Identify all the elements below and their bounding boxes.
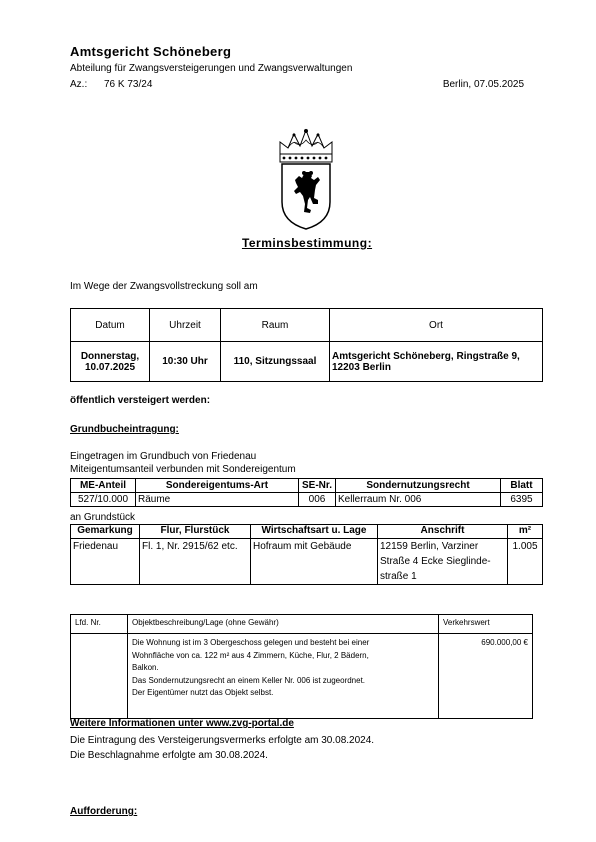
- me-anteil-value: 527/10.000: [71, 493, 136, 507]
- header-sondernutzungsrecht: Sondernutzungsrecht: [336, 479, 501, 493]
- flurstueck-table: [70, 524, 543, 585]
- header-anschrift: Anschrift: [378, 525, 508, 539]
- header-uhrzeit: Uhrzeit: [150, 309, 221, 342]
- miteigentum-table: [70, 478, 543, 507]
- header-wirtschaftsart: Wirtschaftsart u. Lage: [251, 525, 378, 539]
- document-title: Terminsbestimmung:: [241, 236, 373, 250]
- termin-ort-line1: Amtsgericht Schöneberg, Ringstraße 9,: [332, 350, 520, 362]
- anschrift-value: [378, 539, 508, 585]
- objekt-table: [70, 614, 533, 719]
- grundbuch-title: Grundbucheintragung:: [70, 424, 179, 435]
- lfd-nr-value: [71, 634, 128, 719]
- az-value: 76 K 73/24: [104, 79, 153, 90]
- header-flur: Flur, Flurstück: [140, 525, 251, 539]
- blatt-value: 6395: [501, 493, 543, 507]
- objektbeschreibung-value: [128, 634, 439, 719]
- beschreibung-line4: Das Sondernutzungsrecht an einem Keller Nr. 006 ist zugeordnet.: [132, 675, 366, 685]
- termin-ort: [330, 342, 543, 382]
- m2-value: 1.005: [508, 539, 543, 585]
- table-header-row: [71, 615, 533, 634]
- table-row: [71, 539, 543, 585]
- place-date: Berlin, 07.05.2025: [442, 79, 524, 90]
- termin-weekday: Donnerstag,: [80, 350, 140, 362]
- grundbuch-line1: Eingetragen im Grundbuch von Friedenau: [70, 451, 257, 462]
- intro-text: Im Wege der Zwangsvollstreckung soll am: [70, 281, 258, 292]
- header-me-anteil: ME-Anteil: [71, 479, 136, 493]
- grundstueck-label: an Grundstück: [70, 512, 136, 523]
- table-header-row: [71, 525, 543, 539]
- berlin-bear-crest-icon: [274, 128, 338, 232]
- court-name: Amtsgericht Schöneberg: [70, 44, 232, 59]
- header-lfd-nr: Lfd. Nr.: [71, 615, 128, 634]
- beschreibung-line2: Wohnfläche von ca. 122 m² aus 4 Zimmern, Küche, Flur, 2 Bädern,: [132, 650, 369, 660]
- table-header-row: [71, 309, 543, 342]
- header-datum: Datum: [71, 309, 150, 342]
- header-verkehrswert: Verkehrswert: [439, 615, 533, 634]
- beschreibung-line1: Die Wohnung ist im 3 Obergeschoss gelegen und besteht bei einer: [132, 638, 370, 647]
- termin-raum: 110, Sitzungssaal: [221, 342, 330, 382]
- header-se-nr: SE-Nr.: [299, 479, 336, 493]
- table-row: [71, 493, 543, 507]
- termin-ort-line2: 12203 Berlin: [332, 361, 391, 373]
- header-sondereigentums-art: Sondereigentums-Art: [136, 479, 299, 493]
- court-department: Abteilung für Zwangsversteigerungen und Zwangsverwaltungen: [70, 63, 353, 74]
- wirtschaftsart-value: Hofraum mit Gebäude: [251, 539, 378, 585]
- grundbuch-line2: Miteigentumsanteil verbunden mit Sondereigentum: [70, 464, 296, 475]
- termin-date: 10.07.2025: [84, 361, 136, 373]
- termin-datum: [71, 342, 150, 382]
- verkehrswert-value: 690.000,00 €: [439, 634, 533, 719]
- versteigert-statement: öffentlich versteigert werden:: [70, 395, 211, 406]
- az-label: Az.:: [70, 79, 88, 90]
- table-row: [71, 634, 533, 719]
- se-nr-value: 006: [299, 493, 336, 507]
- header-gemarkung: Gemarkung: [71, 525, 140, 539]
- beschreibung-line5: Der Eigentümer nutzt das Objekt selbst.: [132, 688, 274, 697]
- eintragung-text: Die Eintragung des Versteigerungsvermerks erfolgte am 30.08.2024.: [70, 735, 375, 746]
- header-ort: Ort: [330, 309, 543, 342]
- header-objektbeschreibung: Objektbeschreibung/Lage (ohne Gewähr): [128, 615, 439, 634]
- gemarkung-value: Friedenau: [71, 539, 140, 585]
- termin-uhrzeit: 10:30 Uhr: [150, 342, 221, 382]
- aufforderung-heading: Aufforderung:: [70, 806, 138, 817]
- web-info-link[interactable]: Weitere Informationen unter www.zvg-portal.de: [70, 718, 294, 729]
- anschrift-line3: straße 1: [380, 571, 417, 582]
- sondereigentums-art-value: Räume: [136, 493, 299, 507]
- sondernutzungsrecht-value: Kellerraum Nr. 006: [336, 493, 501, 507]
- beschreibung-line3: Balkon.: [132, 663, 159, 672]
- termin-table: [70, 308, 543, 382]
- table-row: [71, 342, 543, 382]
- flur-value: Fl. 1, Nr. 2915/62 etc.: [140, 539, 251, 585]
- anschrift-line2: Straße 4 Ecke Sieglinde-: [380, 556, 491, 567]
- header-m2: m²: [508, 525, 543, 539]
- beschlagnahme-text: Die Beschlagnahme erfolgte am 30.08.2024.: [70, 750, 268, 761]
- table-header-row: [71, 479, 543, 493]
- anschrift-line1: 12159 Berlin, Varziner: [380, 541, 479, 552]
- header-raum: Raum: [221, 309, 330, 342]
- header-blatt: Blatt: [501, 479, 543, 493]
